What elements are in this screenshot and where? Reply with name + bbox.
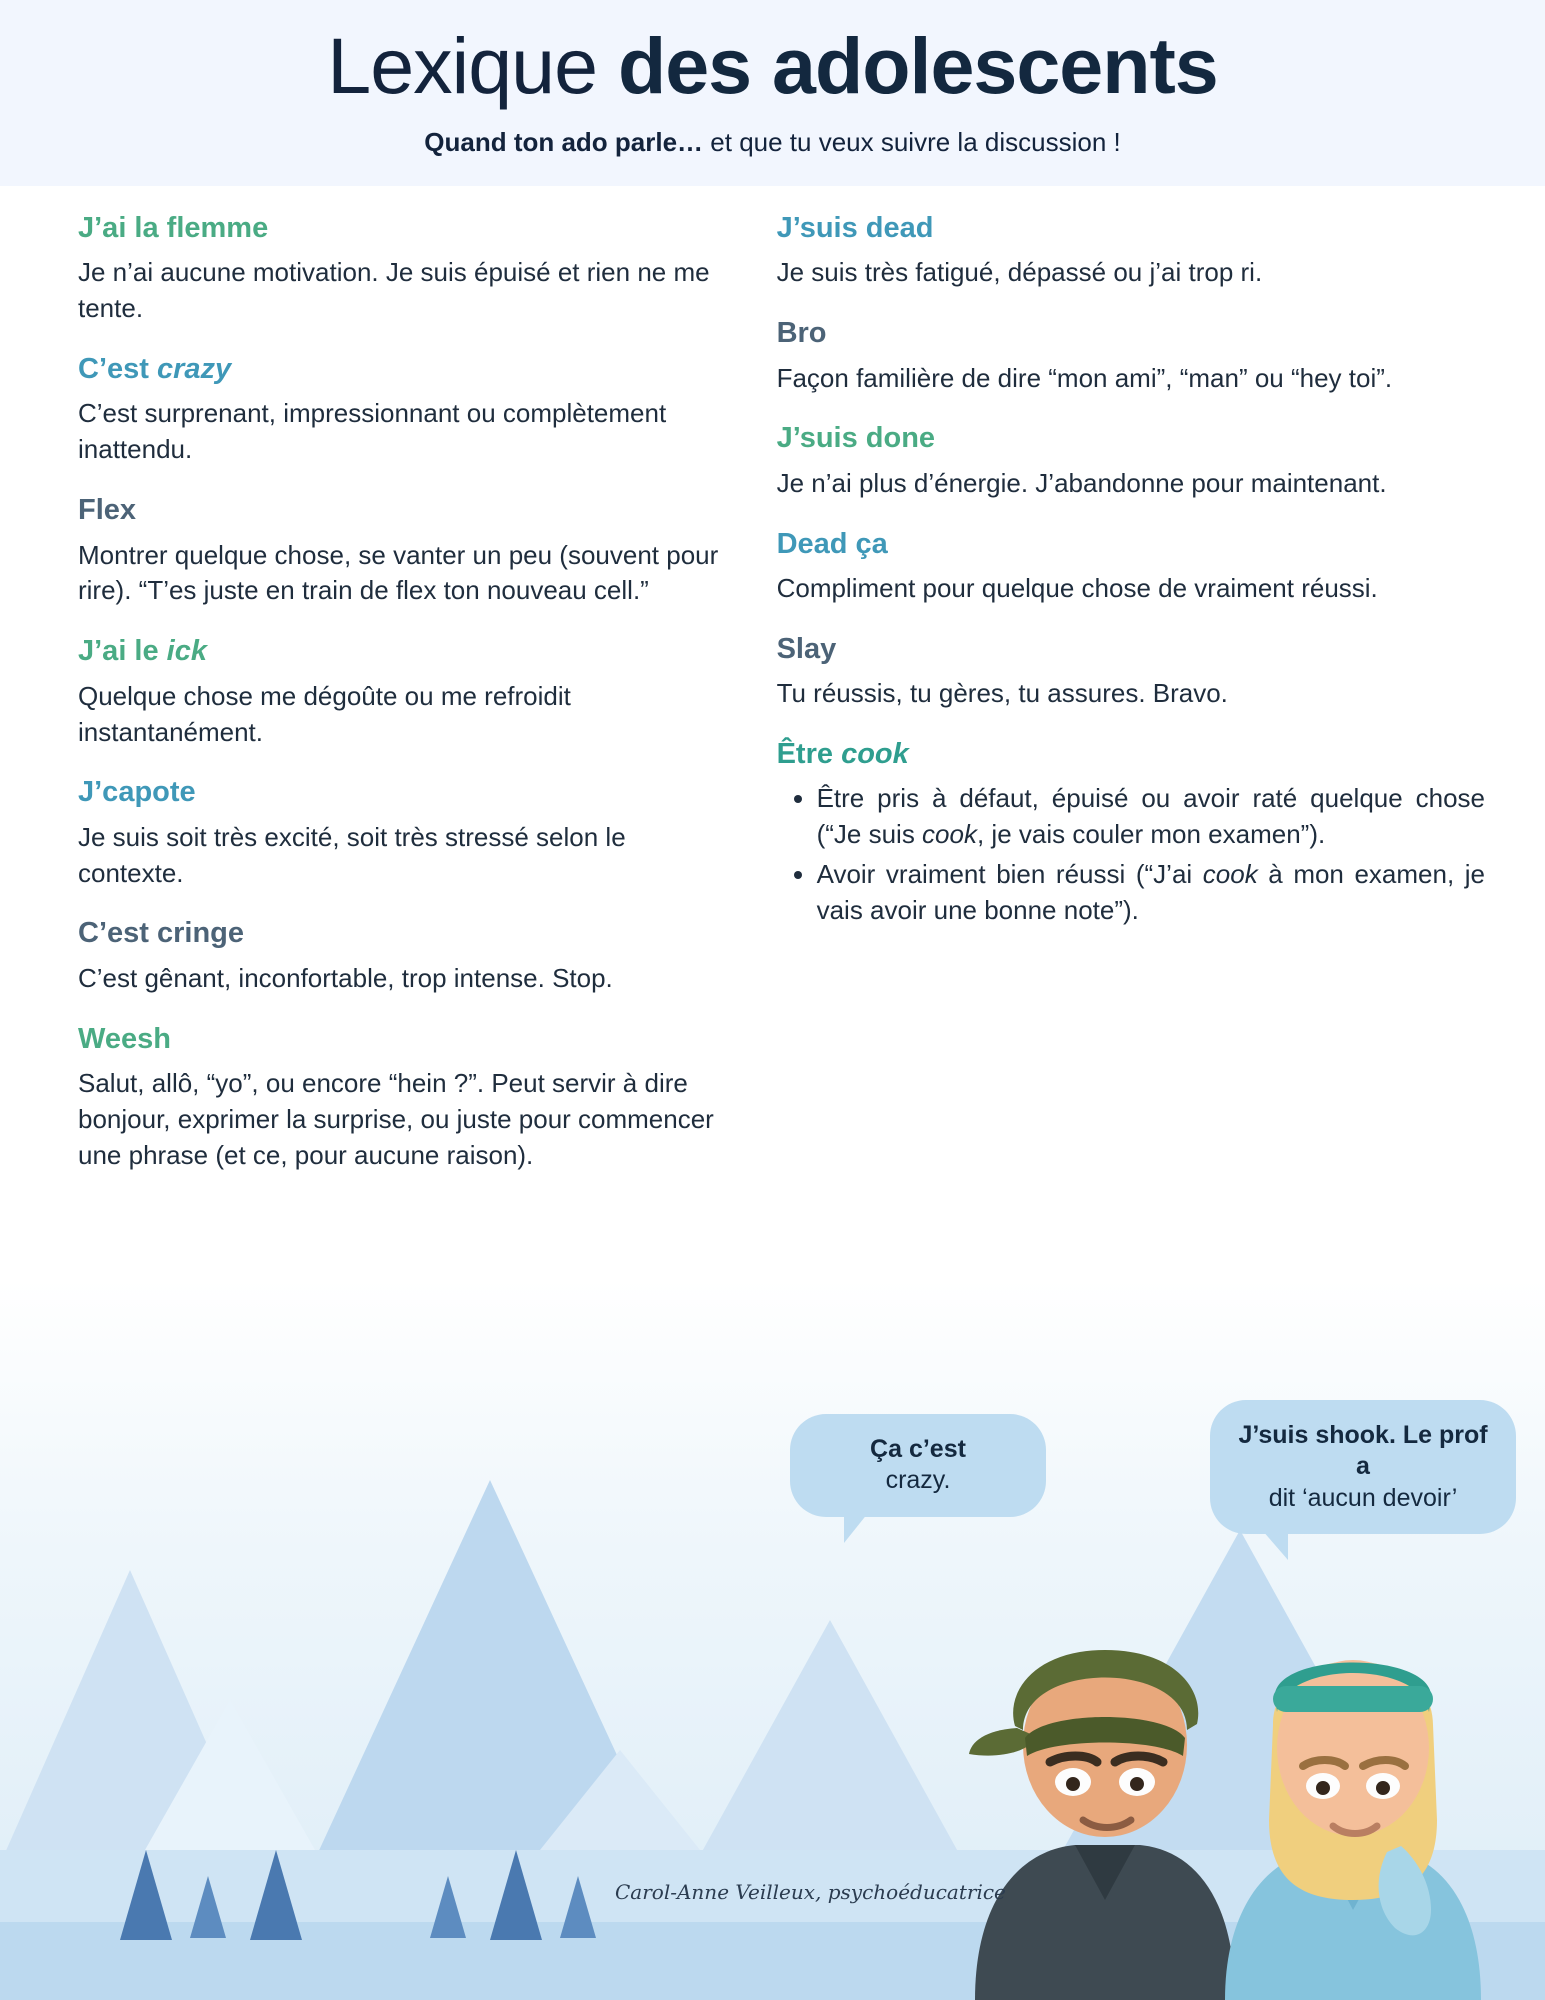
pine-tree <box>430 1876 466 1938</box>
glossary-definition-list <box>777 781 1485 929</box>
glossary-definition: Je n’ai aucune motivation. Je suis épuisé et rien ne me tente. <box>78 257 710 324</box>
glossary-column-left <box>78 212 777 1200</box>
glossary-entry-bulleted <box>777 738 1485 929</box>
glossary-term: J’suis dead <box>776 212 934 244</box>
glossary-definition: Salut, allô, “yo”, ou encore “hein ?”. Peut servir à dire bonjour, exprimer la surprise, ou juste pour commencer une phrase (et ce, pour aucune raison). <box>78 1068 714 1170</box>
glossary-term: J’ai la flemme <box>78 212 269 244</box>
glossary-term: C’est cringe <box>78 917 244 950</box>
page-header <box>0 0 1545 186</box>
glossary-entry <box>777 528 1485 607</box>
author-signature: Carol-Anne Veilleux, psychoéducatrice <box>615 1880 1006 1904</box>
page-subtitle <box>40 127 1505 158</box>
glossary-term: Être cook <box>776 738 909 771</box>
page-subtitle-lead: Quand ton ado parle… <box>424 127 711 157</box>
glossary-definition: C’est gênant, inconfortable, trop intense. Stop. <box>78 962 613 993</box>
glossary-term: Slay <box>776 632 837 665</box>
pine-tree <box>490 1850 542 1940</box>
glossary-definition: C’est surprenant, impressionnant ou complètement inattendu. <box>78 398 667 465</box>
girl-character <box>1225 1660 1481 2000</box>
glossary-term: J’ai le ick <box>78 635 207 668</box>
glossary-definition: Je suis très fatigué, dépassé ou j’ai trop ri. <box>776 257 1263 288</box>
glossary-entry <box>777 633 1485 712</box>
glossary-term: J’capote <box>78 776 196 809</box>
glossary-term: Flex <box>78 494 137 527</box>
glossary-entry <box>78 635 721 750</box>
glossary-term: Bro <box>776 317 827 350</box>
glossary-entry <box>777 422 1485 501</box>
glossary-term: Weesh <box>78 1022 171 1055</box>
list-item: • Être pris à défaut, épuisé ou avoir raté quelque chose (“Je suis cook, je vais couler mon examen”). <box>817 781 1485 853</box>
pine-tree <box>190 1876 226 1938</box>
glossary-definition: Je suis soit très excité, soit très stressé selon le contexte. <box>78 821 626 888</box>
glossary-definition: Façon familière de dire “mon ami”, “man” ou “hey toi”. <box>776 362 1393 393</box>
glossary-content <box>0 186 1545 1200</box>
glossary-entry <box>78 776 721 891</box>
glossary-definition: Je n’ai plus d’énergie. J’abandonne pour maintenant. <box>776 467 1387 498</box>
page-subtitle-rest: et que tu veux suivre la discussion ! <box>710 127 1121 157</box>
speech-bubble-girl-line1: J’suis shook. Le prof a <box>1238 1421 1488 1481</box>
glossary-definition: Tu réussis, tu gères, tu assures. Bravo. <box>776 678 1228 709</box>
page-title-plain: Lexique <box>327 21 618 110</box>
list-item: • Avoir vraiment bien réussi (“J’ai cook à mon examen, je vais avoir une bonne note”). <box>817 857 1485 929</box>
page-title-bold: des adolescents <box>617 21 1218 110</box>
glossary-entry <box>78 494 721 609</box>
glossary-entry <box>78 212 721 327</box>
page-title <box>40 21 1505 110</box>
glossary-definition: Quelque chose me dégoûte ou me refroidit instantanément. <box>78 680 571 747</box>
pine-tree <box>120 1850 172 1940</box>
boy-character <box>969 1650 1235 2000</box>
speech-bubble-girl <box>1210 1400 1516 1534</box>
glossary-entry <box>777 317 1485 396</box>
glossary-entry <box>777 212 1485 291</box>
teen-characters-illustration <box>925 1480 1485 2000</box>
glossary-entry <box>78 353 721 468</box>
glossary-entry <box>78 1023 721 1174</box>
glossary-term: J’suis done <box>776 422 936 455</box>
glossary-entry <box>78 917 721 996</box>
glossary-term: C’est crazy <box>78 353 232 386</box>
pine-tree <box>560 1876 596 1938</box>
glossary-column-right <box>777 212 1485 1200</box>
glossary-term: Dead ça <box>776 527 888 560</box>
speech-bubble-boy-line2: crazy. <box>885 1466 951 1495</box>
pine-tree <box>250 1850 302 1940</box>
speech-bubble-boy <box>790 1414 1046 1517</box>
speech-bubble-boy-line1: Ça c’est <box>870 1435 966 1463</box>
glossary-definition: Compliment pour quelque chose de vraiment réussi. <box>776 573 1378 603</box>
speech-bubble-girl-line2: dit ‘aucun devoir’ <box>1268 1483 1458 1512</box>
glossary-definition: Montrer quelque chose, se vanter un peu (souvent pour rire). “T’es juste en train de flex ton nouveau cell.” <box>78 539 719 606</box>
